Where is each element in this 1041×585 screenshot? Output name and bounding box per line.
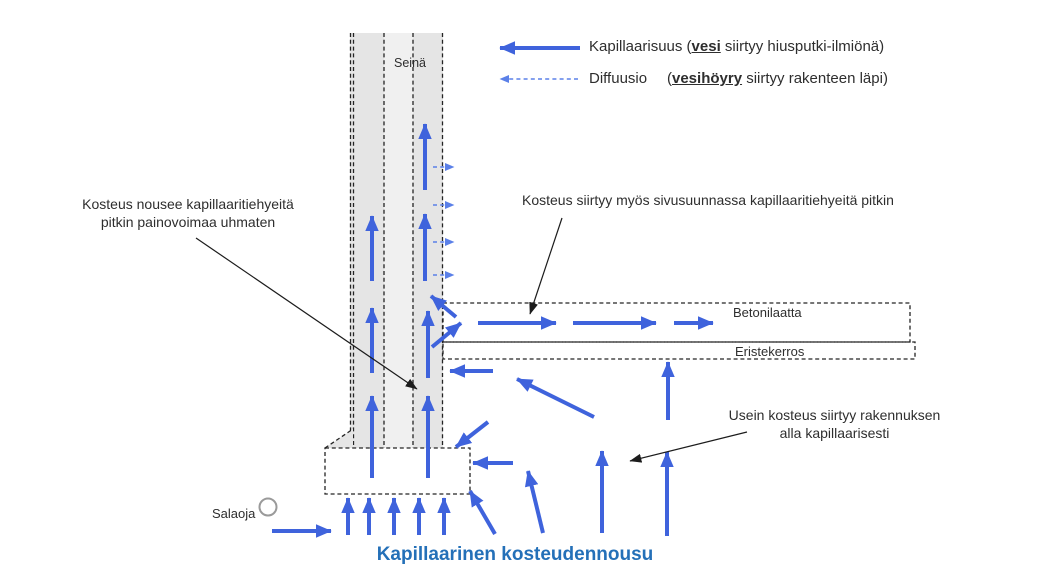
legend-diffusion-description [667,70,888,87]
drain-pipe-icon [260,499,277,516]
legend-diffusion-pre: ( [667,70,672,87]
legend-diffusion-emphasis: vesihöyry [672,70,743,87]
annotation-right [712,407,957,443]
diagram-title: Kapillaarinen kosteudennousu [376,544,654,565]
insulation-label: Eristekerros [735,344,805,359]
legend-capillarity-post: siirtyy hiusputki-ilmiönä) [720,38,885,55]
annotation-right-line2: alla kapillaarisesti [779,424,890,441]
legend-diffusion-label: Diffuusio [589,70,648,87]
legend-capillarity-emphasis: vesi [691,38,721,55]
annotation-middle: Kosteus siirtyy myös sivusuunnassa kapillaaritiehyeitä pitkin [522,192,894,208]
arrow-layer [196,48,747,536]
drain-label: Salaoja [212,506,256,521]
slab-label: Betonilaatta [733,305,802,320]
capillary-arrow [528,471,543,533]
annotation-left [58,196,318,232]
annotation-left-line2: pitkin painovoimaa uhmaten [100,213,276,230]
annotation-left-line1: Kosteus nousee kapillaaritiehyeitä [82,196,294,212]
legend-diffusion-post: siirtyy rakenteen läpi) [742,70,888,87]
wall-label: Seinä [394,56,426,70]
annotation-arrow [530,218,562,314]
capillary-arrow [517,379,594,417]
wall-shape [350,33,443,448]
capillary-arrow [470,491,495,534]
annotation-right-line1: Usein kosteus siirtyy rakennuksen [728,407,941,423]
capillary-arrow [456,422,488,447]
insulation-shape [443,342,915,359]
legend-capillarity-label [589,38,884,55]
legend-capillarity-pre: Kapillaarisuus ( [589,38,692,55]
